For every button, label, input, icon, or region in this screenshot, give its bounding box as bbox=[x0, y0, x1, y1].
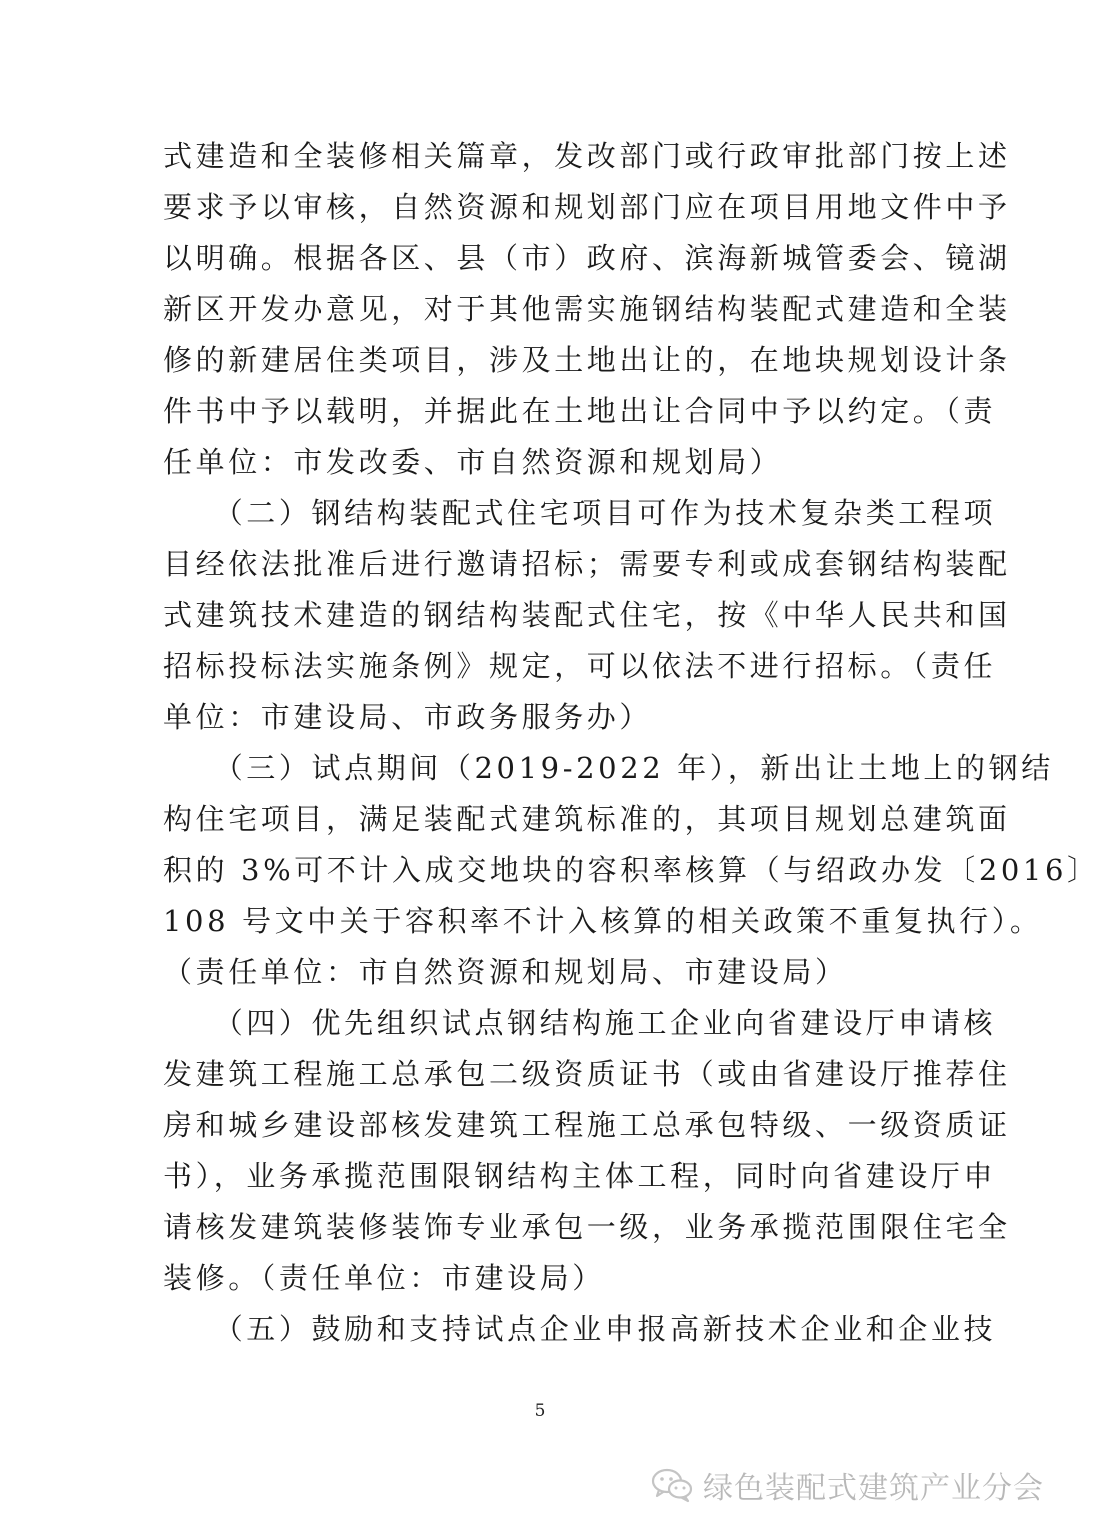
text-line: 式建筑技术建造的钢结构装配式住宅，按《中华人民共和国 bbox=[163, 598, 1011, 632]
text-line: 单位：市建设局、市政务服务办） bbox=[163, 700, 653, 734]
text-line: 书），业务承揽范围限钢结构主体工程，同时向省建设厅申 bbox=[163, 1159, 997, 1193]
text-line: （责任单位：市自然资源和规划局、市建设局） bbox=[163, 955, 848, 989]
text-line: 招标投标法实施条例》规定，可以依法不进行招标。（责任 bbox=[163, 649, 997, 683]
text-line: 式建造和全装修相关篇章，发改部门或行政审批部门按上述 bbox=[163, 139, 1011, 173]
text-line: 积的 3%可不计入成交地块的容积率核算（与绍政办发〔2016〕 bbox=[163, 853, 1100, 887]
text-line: 构住宅项目，满足装配式建筑标准的，其项目规划总建筑面 bbox=[163, 802, 1011, 836]
text-line: 以明确。根据各区、县（市）政府、滨海新城管委会、镜湖 bbox=[163, 241, 1011, 275]
text-line: （五）鼓励和支持试点企业申报高新技术企业和企业技 bbox=[163, 1312, 997, 1346]
text-line: （二）钢结构装配式住宅项目可作为技术复杂类工程项 bbox=[163, 496, 997, 530]
text-line: 修的新建居住类项目，涉及土地出让的，在地块规划设计条 bbox=[163, 343, 1011, 377]
text-line: 发建筑工程施工总承包二级资质证书（或由省建设厅推荐住 bbox=[163, 1057, 1011, 1091]
text-line: 108 号文中关于容积率不计入核算的相关政策不重复执行）。 bbox=[163, 904, 1043, 938]
text-line: 任单位：市发改委、市自然资源和规划局） bbox=[163, 445, 783, 479]
wechat-icon bbox=[651, 1467, 693, 1503]
text-line: 请核发建筑装修装饰专业承包一级，业务承揽范围限住宅全 bbox=[163, 1210, 1011, 1244]
page-number: 5 bbox=[534, 1401, 546, 1421]
watermark-text: 绿色装配式建筑产业分会 bbox=[703, 1471, 1044, 1506]
text-line: 装修。（责任单位：市建设局） bbox=[163, 1261, 605, 1295]
document-body bbox=[163, 131, 1100, 1355]
text-line: （三）试点期间（2019-2022 年），新出让土地上的钢结 bbox=[163, 751, 1054, 785]
wechat-watermark bbox=[651, 1463, 1044, 1507]
text-line: 件书中予以载明，并据此在土地出让合同中予以约定。（责 bbox=[163, 394, 997, 428]
text-line: 目经依法批准后进行邀请招标；需要专利或成套钢结构装配 bbox=[163, 547, 1011, 581]
text-line: （四）优先组织试点钢结构施工企业向省建设厅申请核 bbox=[163, 1006, 997, 1040]
text-line: 房和城乡建设部核发建筑工程施工总承包特级、一级资质证 bbox=[163, 1108, 1011, 1142]
text-line: 要求予以审核，自然资源和规划部门应在项目用地文件中予 bbox=[163, 190, 1011, 224]
text-line: 新区开发办意见，对于其他需实施钢结构装配式建造和全装 bbox=[163, 292, 1011, 326]
